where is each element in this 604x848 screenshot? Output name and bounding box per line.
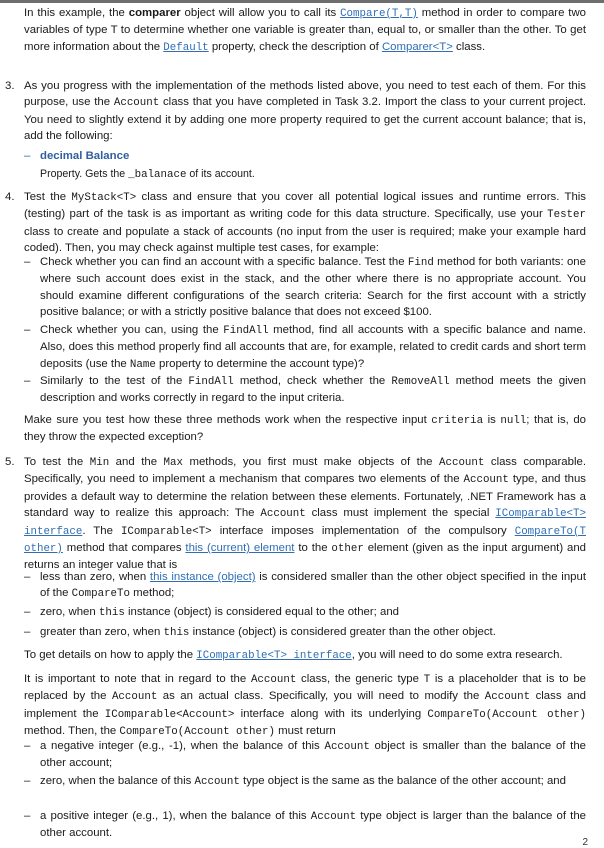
item-5-number: 5. xyxy=(5,456,15,468)
item-4-bullet-3: Similarly to the test of the FindAll method, check whether the RemoveAll method meets the given description and works correctly in regard to the input criteria. xyxy=(40,375,586,405)
item-5-bullet-3: greater than zero, when this instance (object) is considered greater than the other object. xyxy=(40,626,496,639)
return-bullet-2: zero, when the balance of this Account type object is the same as the balance of the other account; and xyxy=(40,775,566,788)
item-5-bullet-1: less than zero, when this instance (object) is considered smaller than the other object specified in the input of the CompareTo method; xyxy=(40,571,586,601)
default-property-link[interactable]: Default xyxy=(163,41,209,54)
balance-description: Property. Gets the _balanace of its account. xyxy=(40,168,255,181)
return-bullet-1-dash: – xyxy=(24,740,31,752)
item-5-bullet-2: zero, when this instance (object) is considered equal to the other; and xyxy=(40,606,399,619)
this-current-element-link[interactable]: this (current) element xyxy=(185,542,295,555)
return-bullet-1: a negative integer (e.g., -1), when the balance of this Account object is smaller than the balance of the other account; xyxy=(40,740,586,770)
item-4-bullet-2-dash: – xyxy=(24,324,31,336)
return-bullet-3: a positive integer (e.g., 1), when the balance of this Account type object is larger than the balance of the other account. xyxy=(40,810,586,840)
item-5-bullet-2-dash: – xyxy=(24,606,31,618)
item-4-bullet-2: Check whether you can, using the FindAll method, find all accounts with a specific balance and name. Also, does this method properly find all accounts that are, for example, related to credit cards and short term deposits (use the Name property to determine the account type)? xyxy=(40,324,586,371)
page-number: 2 xyxy=(582,837,588,848)
item-4-bullet-1-dash: – xyxy=(24,256,31,268)
return-bullet-3-dash: – xyxy=(24,810,31,822)
item-4-closing: Make sure you test how these three methods work when the respective input criteria is null; that is, do they throw the expected exception? xyxy=(24,414,586,444)
item-3-dash: – xyxy=(24,150,31,162)
intro-paragraph: In this example, the comparer object will allow you to call its Compare(T,T) method in order to compare two variables of type T to determine whether one variable is greater than, equal to, or smaller than the other. To get more information about the Default property, check the description of Comparer<T> class. xyxy=(24,7,587,54)
details-paragraph: To get details on how to apply the IComparable<T> interface, you will need to do some extra research. xyxy=(24,649,563,662)
item-5-bullet-3-dash: – xyxy=(24,626,31,638)
item-4-number: 4. xyxy=(5,191,15,203)
icomparable-interface-link[interactable]: IComparable<T> interface xyxy=(24,508,586,538)
compare-method-link[interactable]: Compare(T,T) xyxy=(340,8,418,20)
icomparable-interface-link-2[interactable]: IComparable<T> interface xyxy=(196,650,352,662)
item-4-bullet-3-dash: – xyxy=(24,375,31,387)
note-paragraph: It is important to note that in regard to the Account class, the generic type T is a placeholder that is to be replaced by the Account as an actual class. Specifically, you will need to modify the Account class and implement the IComparable<Account> interface along with its underlying CompareTo(Account other) method. Then, the CompareTo(Account other) must return xyxy=(24,673,587,739)
this-instance-link[interactable]: this instance (object) xyxy=(149,571,256,583)
comparer-class-link[interactable]: Comparer<T> xyxy=(381,40,453,53)
item-3-paragraph: As you progress with the implementation of the methods listed above, you need to test each of them. For this purpose, use the Account class that you have completed in Task 3.2. Import the class to your current project. You need to slightly extend it by adding one more property required to get the current account balance; that is, add the following: xyxy=(24,80,586,143)
item-5-bullet-1-dash: – xyxy=(24,571,31,583)
item-5-paragraph: To test the Min and the Max methods, you first must make objects of the Account class comparable. Specifically, you need to implement a mechanism that compares two elements of the Account type, and thus provides a default way to determine the relation between these elements. Fortunately, .NET Framework has a standard way to realize this approach: The Account class must implement the special IComparable<T> interface. The IComparable<T> interface imposes implementation of the compulsory CompareTo(T other) method that compares this (current) element to the other element (given as the input argument) and returns an integer value that is xyxy=(24,456,587,572)
item-4-paragraph: Test the MyStack<T> class and ensure that you cover all potential logical issues and runtime errors. This (testing) part of the task is as important as writing code for this data structure. Specifically, use your Tester class to create and populate a stack of accounts (no input from the user is required; make your example hard coded). Then, you may check against multiple test cases, for example: xyxy=(24,191,587,255)
item-4-bullet-1: Check whether you can find an account with a specific balance. Test the Find method for both variants: one where such account does exist in the stack, and the other where there is no appropriate account. You should examine different configurations of the search criteria: Search for the first account with a strictly positive balance; or with a strictly positive balance that does not exceed $100. xyxy=(40,256,586,319)
balance-signature: decimal Balance xyxy=(40,150,130,162)
compareto-method-link[interactable]: CompareTo(T other) xyxy=(24,525,586,556)
item-3-number: 3. xyxy=(5,80,15,92)
top-border xyxy=(0,0,604,3)
return-bullet-2-dash: – xyxy=(24,775,31,787)
